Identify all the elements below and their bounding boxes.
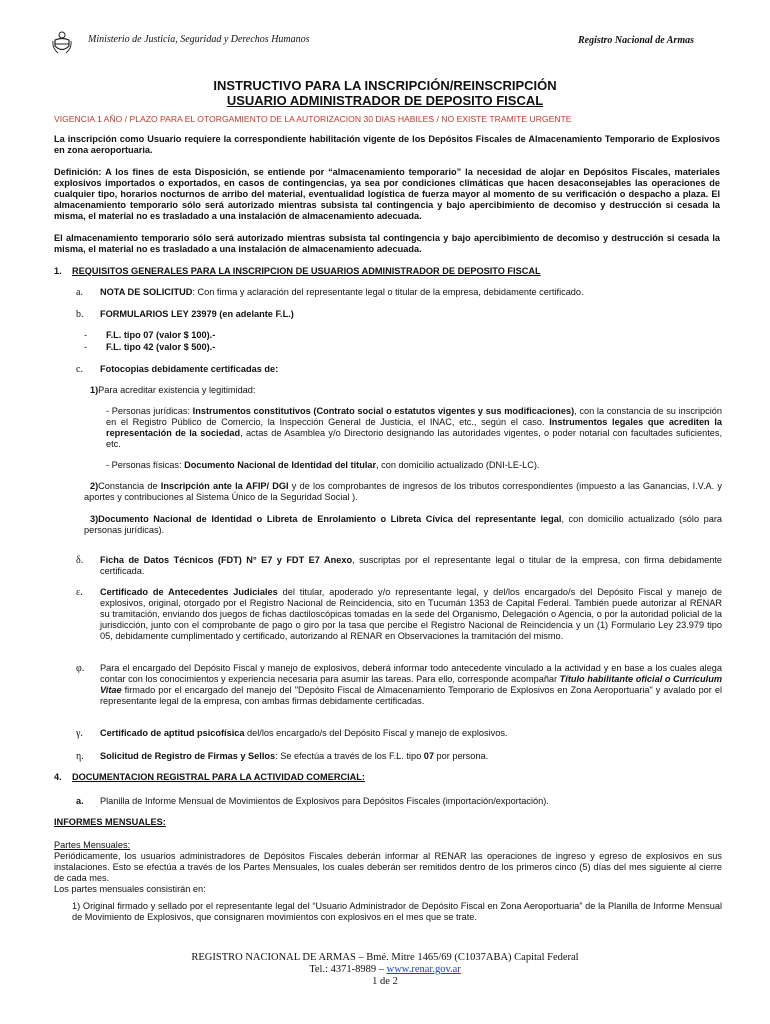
intro-paragraph: La inscripción como Usuario requiere la correspondiente habilitación vigente de los Depósitos Fiscales de Almacenamiento Temporario de Explosivos en zona aeroportuaria. (54, 134, 720, 155)
registry-header: Registro Nacional de Armas (577, 35, 694, 46)
fl-tipo-07: F.L. tipo 07 (valor $ 100).- (106, 330, 216, 340)
partes-mensuales-paragraph: Periódicamente, los usuarios administradores de Depósitos Fiscales deberán informar al RENAR las operaciones de ingreso y egreso de explosivos en sus instalaciones. Esto se efectúa a través de los Partes Mensuales, los cuales deberán ser remitidos dentro de los primeros cinco (5) días del mes siguiente al cierre de cada mes. (54, 851, 722, 883)
item-g-end: del/los encargado/s del Depósito Fiscal y manejo de explosivos. (244, 728, 508, 738)
personas-fisicas-end: , con domicilio actualizado (DNI-LE-LC). (376, 460, 540, 470)
item-a-text (100, 287, 720, 298)
partes-consisten: Los partes mensuales consistirán en: (54, 884, 206, 894)
item-d-text (100, 555, 722, 577)
personas-fisicas-paragraph (106, 460, 722, 471)
item-e-end: del titular, apoderado y/o representante legal, y del/los encargado/s del Depósito Fiscal y manejo de explosivos, original, otorgado por el Registro Nacional de Reincidencia, sito en Tucumán 1353 de Capital Federal. También puede autorizar al RENAR su tramitación, enviando dos juegos de fichas dactiloscópicas tomadas en la sede del Organismo, Delegación o Agencia, o por la autoridad policial de la jurisdicción, junto con el comprobante de pago o giro por la tasa que percibe el Registro Nacional de Reincidencia y un (1) Formulario Ley 23.979 tipo 05, debidamente cumplimentado y certificado, autorizando al RENAR en Observaciones la tramitación del mismo. (100, 587, 722, 641)
item-f-bold: Título habilitante oficial o Currículum Vitae (100, 674, 722, 695)
item-h-marker: η. (76, 751, 84, 762)
item-g-bold: Certificado de aptitud psicofísica (100, 728, 245, 738)
item-a-bold: NOTA DE SOLICITUD (100, 287, 193, 297)
item-a-marker: a. (76, 287, 83, 298)
partes-mensuales-title: Partes Mensuales: (54, 840, 131, 850)
section-4-title: DOCUMENTACION REGISTRAL PARA LA ACTIVIDAD COMERCIAL: (72, 772, 365, 782)
item-c3-paragraph (84, 514, 722, 536)
website-link[interactable]: www.renar.gov.ar (386, 964, 461, 975)
item-d-bold: Ficha de Datos Técnicos (FDT) N° E7 y FDT E7 Anexo (100, 555, 353, 565)
section-4-item-a-marker: a. (76, 796, 84, 806)
item-h-text (100, 751, 722, 762)
item-d-marker: δ. (76, 555, 84, 566)
fl-dash: - (84, 330, 88, 340)
item-e-bold: Certificado de Antecedentes Judiciales (100, 587, 278, 597)
personas-fisicas-label: - Personas físicas: (106, 460, 185, 470)
page-subtitle: USUARIO ADMINISTRADOR DE DEPOSITO FISCAL (226, 93, 544, 108)
instrumentos-legales: Instrumentos legales que acrediten la representación de la sociedad (106, 417, 722, 438)
footer-address: REGISTRO NACIONAL DE ARMAS – Bmé. Mitre 1465/69 (C1037ABA) Capital Federal (191, 952, 579, 963)
footer-contact (0, 964, 770, 976)
item-d-end: , suscriptas por el representante legal o titular de la empresa, con firma debidamente certificada. (100, 555, 722, 576)
footer-phone: Tel.: 4371-8989 – (309, 964, 387, 975)
item-c-text: Fotocopias debidamente certificadas de: (100, 364, 279, 374)
item-c2-bold: Inscripción ante la AFIP/ DGI (160, 481, 289, 491)
item-c2-end: y de los comprobantes de ingresos de los tributos correspondientes (impuesto a las Ganancias, I.V.A. y aportes y contribuciones al Sistema Único de la Seguridad Social ). (84, 481, 722, 502)
section-1-number: 1. (54, 266, 62, 276)
item-f-text (100, 663, 722, 707)
instrumentos-constitutivos: Instrumentos constitutivos (Contrato social o estatutos vigentes y sus modificaciones) (192, 406, 575, 416)
section-1-title: REQUISITOS GENERALES PARA LA INSCRIPCION DE USUARIOS ADMINISTRADOR DE DEPOSITO FISCAL (72, 266, 541, 276)
item-c1 (90, 385, 255, 396)
item-e-text (100, 587, 722, 642)
item-c-marker: c. (76, 364, 83, 375)
item-a-rest: : Con firma y aclaración del representante legal o titular de la empresa, debidamente certificado. (192, 287, 584, 297)
item-f-marker: φ. (76, 663, 85, 674)
personas-juridicas-end: , actas de Asamblea y/o Directorio designando las autoridades vigentes, o poder notarial con facultades suficientes, etc. (106, 428, 722, 449)
section-4-number: 4. (54, 772, 62, 782)
item-c2-paragraph (84, 481, 722, 503)
personas-juridicas-paragraph (106, 406, 722, 450)
fl-tipo-42: F.L. tipo 42 (valor $ 500).- (106, 342, 216, 352)
item-f-end: firmado por el encargado del manejo del "Depósito Fiscal de Almacenamiento Temporario de Explosivos en Zona Aeroportuaria" y avalado por el representante legal de la empresa, con ambas firmas debidamente certificadas. (100, 685, 722, 706)
item-h-bold: Solicitud de Registro de Firmas y Sellos (100, 751, 276, 761)
item-c3-number: 3) (90, 514, 99, 524)
item-h-bold-2: 07 (423, 751, 434, 761)
item-c3-bold: Documento Nacional de Identidad o Libreta de Enrolamiento o Libreta Cívica del representante legal (98, 514, 562, 524)
page-number: 1 de 2 (372, 976, 398, 987)
item-h-mid: : Se efectúa a través de los F.L. tipo (275, 751, 424, 761)
informes-mensuales-title: INFORMES MENSUALES: (54, 817, 166, 827)
item-g-marker: γ. (76, 728, 83, 739)
fl-dash: - (84, 342, 88, 352)
definition-paragraph: Definición: A los fines de esta Disposición, se entiende por “almacenamiento temporario” la necesidad de alojar en Depósitos Fiscales, materiales explosivos importados o exportados, en casos de contingencias, ya sea por condiciones climáticas que hacen desaconsejables las operaciones de cualquier tipo, horarios nocturnos de arribo del material, eventualidad logística de fuerza mayor al momento de su verificación o despacho a plaza. El almacenamiento temporario sólo será autorizado mientras subsista tal contingencia y bajo apercibimiento de decomiso y destrucción si cesada la misma, el material no es trasladado a una instalación de almacenamiento adecuada. (54, 167, 720, 221)
item-e-marker: ε. (76, 587, 83, 598)
argentina-coat-of-arms-icon (52, 31, 72, 55)
partes-item-1: 1) Original firmado y sellado por el representante legal del “Usuario Administrador de Depósito Fiscal en Zona Aeroportuaria” de la Planilla de Informe Mensual de Movimiento de Explosivos, que consignaren movimientos con explosivos en el mes que se trate. (72, 901, 722, 922)
item-c3-end: , con domicilio actualizado (sólo para personas jurídicas). (84, 514, 722, 535)
item-c1-number: 1) (90, 385, 99, 395)
ministry-header: Ministerio de Justicia, Seguridad y Derechos Humanos (88, 34, 310, 45)
vigencia-notice: VIGENCIA 1 AÑO / PLAZO PARA EL OTORGAMIENTO DE LA AUTORIZACION 30 DIAS HABILES / NO EXISTE TRAMITE URGENTE (54, 114, 572, 124)
item-h-end: por persona. (433, 751, 489, 761)
page-title: INSTRUCTIVO PARA LA INSCRIPCIÓN/REINSCRIPCIÓN (213, 78, 557, 93)
definition-repeat-paragraph: El almacenamiento temporario sólo será autorizado mientras subsista tal contingencia y bajo apercibimiento de decomiso y destrucción si cesada la misma, el material no es trasladado a una instalación de almacenamiento adecuada. (54, 233, 720, 254)
item-b-text: FORMULARIOS LEY 23979 (en adelante F.L.) (100, 309, 294, 319)
item-c2-pre: Constancia de (98, 481, 161, 491)
item-f-pre: Para el encargado del Depósito Fiscal y manejo de explosivos, deberá informar todo antecedente vinculado a la actividad y en base a los cuales alega contar con los conocimientos y experiencia necesaria para asumir las tareas. Para ello, corresponde acompañar (100, 663, 722, 684)
section-4-item-a-text: Planilla de Informe Mensual de Movimientos de Explosivos para Depósitos Fiscales (importación/exportación). (100, 796, 549, 806)
personas-juridicas-mid: , con la constancia de su inscripción en el Registro Público de Comercio, la Inspección General de Justicia, el INAC, etc., según el caso. (106, 406, 722, 427)
dni-titular: Documento Nacional de Identidad del titular (184, 460, 377, 470)
item-g-text (100, 728, 722, 739)
item-c2-number: 2) (90, 481, 99, 491)
item-c1-text: Para acreditar existencia y legitimidad: (98, 385, 256, 395)
item-b-marker: b. (76, 309, 84, 320)
personas-juridicas-label: - Personas jurídicas: (106, 406, 193, 416)
